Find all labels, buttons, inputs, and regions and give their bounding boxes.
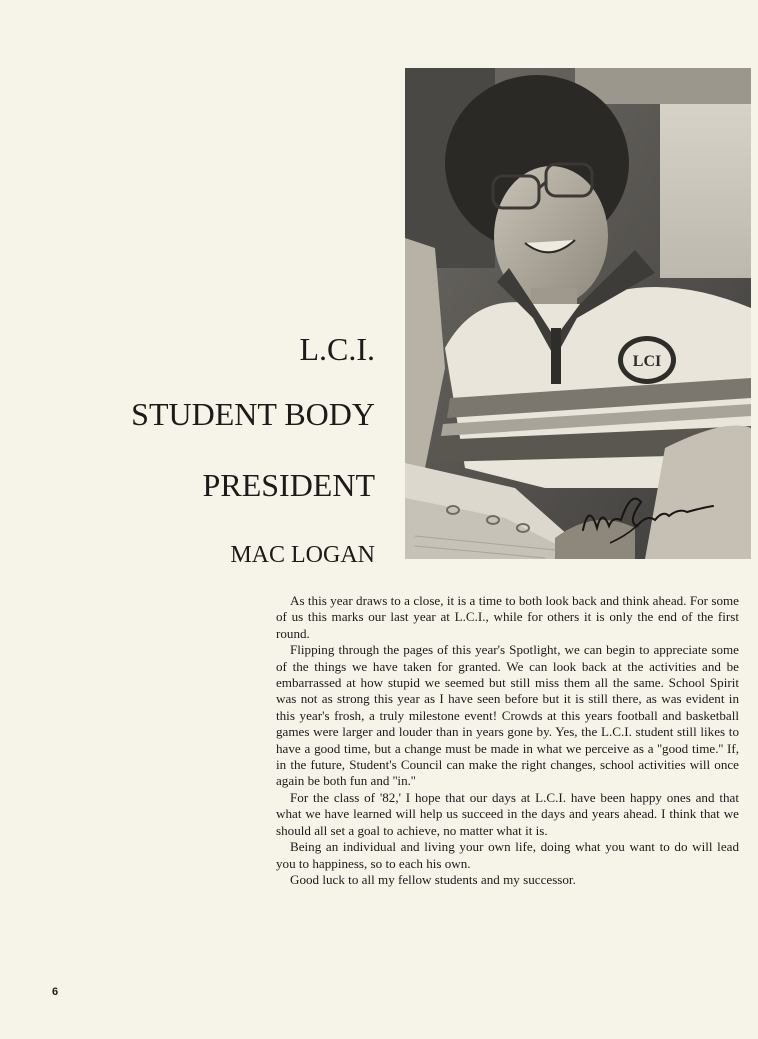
shirt-logo — [618, 336, 676, 384]
heading-title-line1: STUDENT BODY — [131, 396, 375, 432]
portrait-illustration — [405, 68, 751, 559]
paragraph: Good luck to all my fellow students and my successor. — [290, 871, 576, 887]
heading-name: MAC LOGAN — [230, 542, 375, 568]
portrait-photo — [405, 68, 751, 559]
heading-title-line2: PRESIDENT — [202, 467, 375, 503]
page-number: 6 — [52, 986, 59, 998]
article-body — [276, 593, 739, 888]
paragraph: For the class of '82,' I hope that our days at L.C.I. have been happy ones and that what we have learned will help us succeed in the days and years ahead. I think that we should all set a goal to achieve, no matter what it is. — [276, 789, 739, 838]
paragraph: As this year draws to a close, it is a time to both look back and think ahead. For some of us this marks our last year at L.C.I., while for others it is only the end of the first round. — [276, 593, 739, 641]
svg-text:LCI: LCI — [632, 353, 662, 370]
paragraph: Flipping through the pages of this year's Spotlight, we can begin to appreciate some of the things we have taken for granted. We can look back at the activities and be embarrassed at how stupid we seemed but still miss them all the same. School Spirit was not as strong this year as I have seen before but it is still there, as was evident in this year's frosh, a truly milestone event! Crowds at this years football and basketball games were larger and louder than in years gone by. Yes, the L.C.I. student still likes to have a good time, but a change must be made in what we perceive as a ''good time.'' If, in the future, Student's Council can make the right changes, school activities will once again be both fun and ''in.'' — [276, 642, 739, 789]
heading-school: L.C.I. — [299, 331, 375, 367]
paragraph: Being an individual and living your own life, doing what you want to do will lead you to happiness, so to each his own. — [276, 839, 739, 871]
